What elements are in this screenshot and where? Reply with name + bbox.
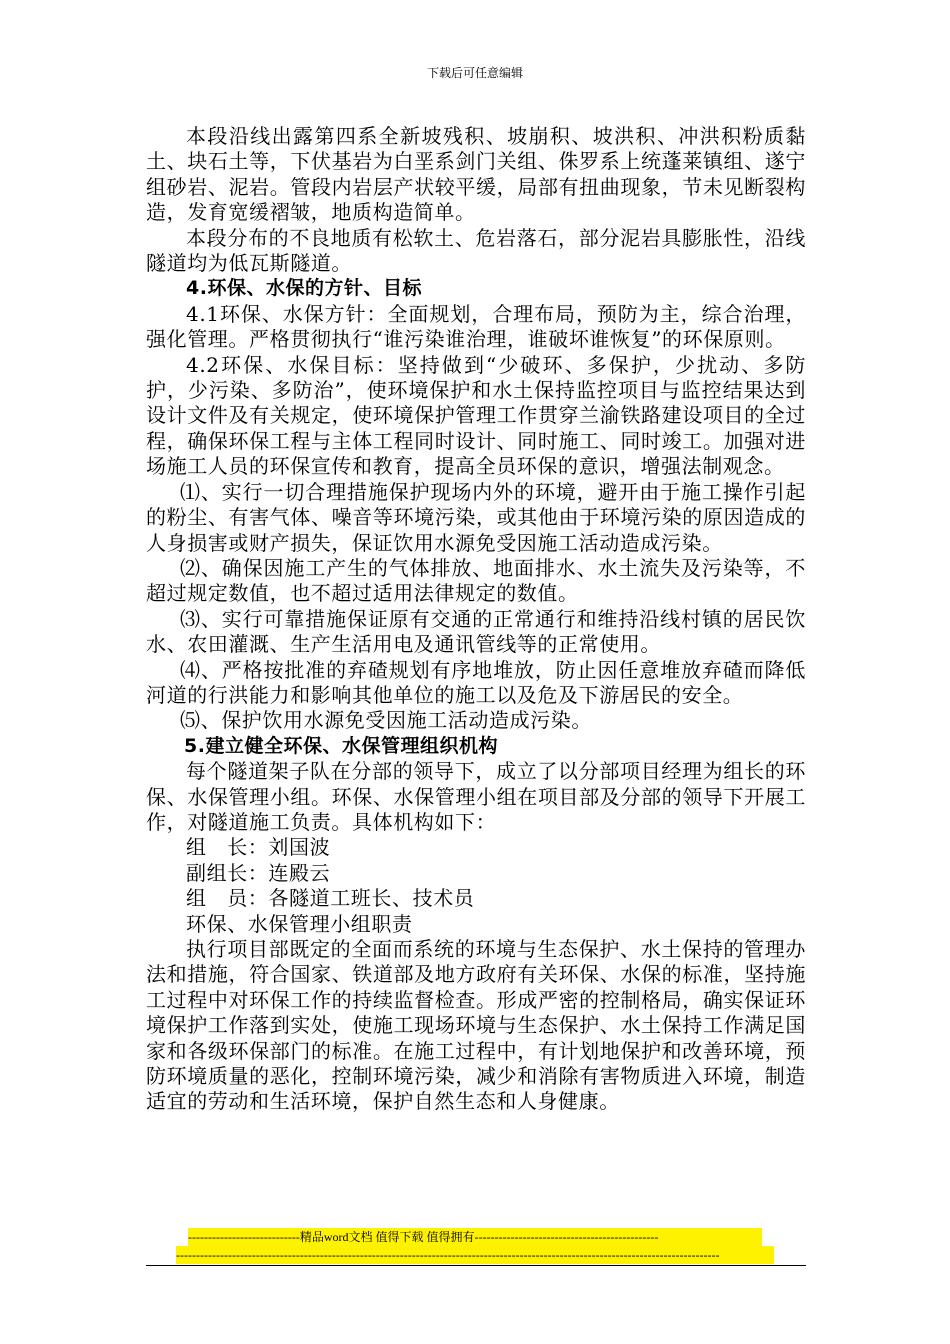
member-staff: 组 员：各隧道工班长、技术员 xyxy=(186,886,475,911)
paragraph-bad-geology: 本段分布的不良地质有松软土、危岩落石，部分泥岩具膨胀性，沿线隧道均为低瓦斯隧道。 xyxy=(146,225,806,276)
list-item-5: ⑸、保护饮用水源免受因施工活动造成污染。 xyxy=(180,708,592,733)
document-body xyxy=(146,124,806,1115)
section-heading-5: 5.建立健全环保、水保管理组织机构 xyxy=(184,734,498,757)
list-item-3: ⑶、实行可靠措施保证原有交通的正常通行和维持沿线村镇的居民饮水、农田灌溉、生产生活用电及通讯管线等的正常使用。 xyxy=(146,606,806,657)
paragraph-4-2: 4.2环保、水保目标：坚持做到“少破环、多保护，少扰动、多防护，少污染、多防治”，使环境保护和水土保持监控项目与监控结果达到设计文件及有关规定，使环境保护管理工作贯穿兰渝铁路建设项目的全过程，确保环保工程与主体工程同时设计、同时施工、同时竣工。加强对进场施工人员的环保宣传和教育，提高全员环保的意识，增强法制观念。 xyxy=(146,352,806,479)
paragraph-geology: 本段沿线出露第四系全新坡残积、坡崩积、坡洪积、冲洪积粉质黏土、块石土等，下伏基岩为白垩系剑门关组、侏罗系上统蓬莱镇组、遂宁组砂岩、泥岩。管段内岩层产状较平缓，局部有扭曲现象，节未见断裂构造，发育宽缓褶皱，地质构造简单。 xyxy=(146,124,806,225)
footer-divider xyxy=(146,1265,806,1266)
footer-banner-line-2: ---------------------------------------------------------------------------------------------------------------------------------------- xyxy=(176,1246,774,1264)
section-heading-4: 4.环保、水保的方针、目标 xyxy=(186,277,422,300)
list-item-2: ⑵、确保因施工产生的气体排放、地面排水、水土流失及污染等，不超过规定数值，也不超过适用法律规定的数值。 xyxy=(146,555,806,606)
member-leader: 组 长：刘国波 xyxy=(186,835,331,860)
page-header: 下载后可任意编辑 xyxy=(426,66,523,80)
member-deputy: 副组长：连殿云 xyxy=(186,860,331,885)
list-item-4: ⑷、严格按批准的弃碴规划有序地堆放，防止因任意堆放弃碴而降低河道的行洪能力和影响其他单位的施工以及危及下游居民的安全。 xyxy=(146,657,806,707)
paragraph-4-1: 4.1环保、水保方针：全面规划，合理布局，预防为主，综合治理，强化管理。严格贯彻执行“谁污染谁治理，谁破坏谁恢复”的环保原则。 xyxy=(146,301,806,352)
paragraph-organization: 每个隧道架子队在分部的领导下，成立了以分部项目经理为组长的环保、水保管理小组。环保、水保管理小组在项目部及分部的领导下开展工作，对隧道施工负责。具体机构如下： xyxy=(146,759,806,834)
footer-banner-line-1: ----------------------------精品word文档 值得下载 值得拥有---------------------------------------------- xyxy=(188,1228,762,1246)
paragraph-duties: 执行项目部既定的全面而系统的环境与生态保护、水土保持的管理办法和措施，符合国家、铁道部及地方政府有关环保、水保的标准，坚持施工过程中对环保工作的持续监督检查。形成严密的控制格局，确实保证环境保护工作落到实处，使施工现场环境与生态保护、水土保持工作满足国家和各级环保部门的标准。在施工过程中，有计划地保护和改善环境，预防环境质量的恶化，控制环境污染，减少和消除有害物质进入环境，制造适宜的劳动和生活环境，保护自然生态和人身健康。 xyxy=(146,937,806,1114)
list-item-1: ⑴、实行一切合理措施保护现场内外的环境，避开由于施工操作引起的粉尘、有害气体、噪音等环境污染，或其他由于环境污染的原因造成的人身损害或财产损失，保证饮用水源免受因施工活动造成污染。 xyxy=(146,479,806,555)
duty-title: 环保、水保管理小组职责 xyxy=(186,911,413,936)
